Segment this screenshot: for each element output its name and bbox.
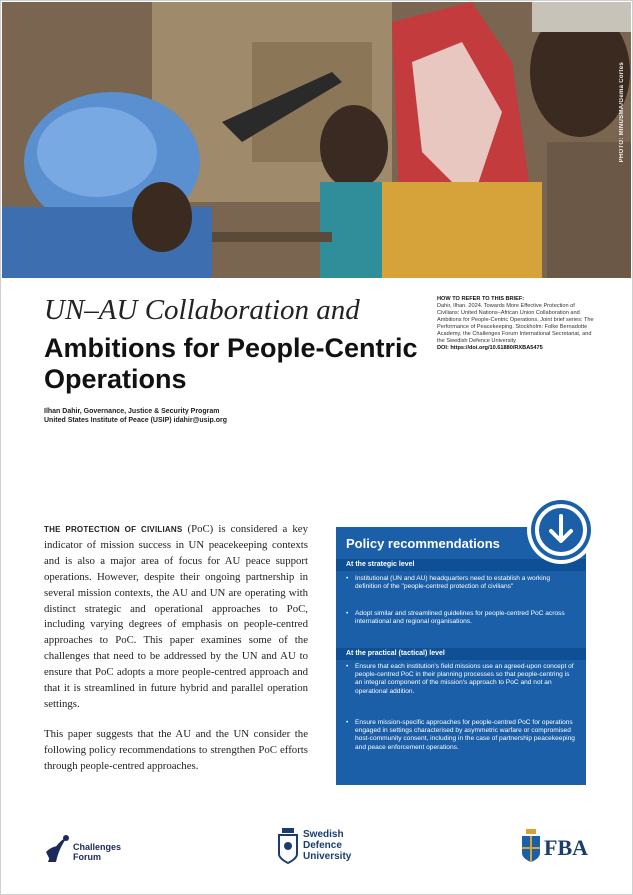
citation-doi[interactable]: DOI: https://doi.org/10.61880/RXBA5475 [437,345,543,351]
practical-item-1 [346,663,576,696]
fba-logo-text: FBA [544,835,588,860]
author-line-2: United States Institute of Peace (USIP) idahir@usip.org [44,417,228,424]
strategic-item-2-text: Adopt similar and streamlined guidelines for people-centred PoC across international and regional organisations. [355,610,565,626]
challenges-forum-logo-text [73,842,121,862]
policy-recommendations-box [336,527,586,785]
sdu-line-2: Defence [303,840,342,851]
citation-block [437,296,597,352]
practical-item-1-text: Ensure that each institution's field missions use an agreed-upon concept of people-centred PoC in their planning processes so that people-centring is an integral component of the mission's approach to PoC and not an operational addition. [355,663,574,695]
sdu-line-1: Swedish [303,829,344,840]
intro-text: (PoC) is considered a key indicator of mission success in UN peacekeeping contexts and is also a major area of focus for AU peace support operations. However, despite their ongoing partnership in several mission contexts, the AU and UN are operating with distinct strategic and operational approaches to PoC, including varying degrees of emphasis on people-centred approaches to PoC. This paper examines some of the challenges that need to be addressed by the UN and AU to ensure that PoC adopts a more people-centred approach and that it is streamlined in future hybrid and parallel operation settings. [44,523,308,710]
strategic-item-1-text: Institutional (UN and AU) headquarters need to establish a working definition of the "people-centred protection of civilians" [355,575,550,591]
strategic-heading: At the strategic level [346,561,415,568]
strategic-heading-bar [336,559,586,571]
practical-item-2-text: Ensure mission-specific approaches for people-centred PoC for operations engaged in settings characterised by asymmetric warfare or compromised host-community consent, including in the case of partnership peacekeeping and peace enforcement operations. [355,719,575,751]
bullet: • [346,719,349,726]
bullet: • [346,663,349,670]
author-block [44,407,227,425]
bullet: • [346,575,349,582]
arrow-down-icon [531,500,591,560]
title-line-2: Ambitions for People-Centric Operations [44,333,418,394]
practical-heading: At the practical (tactical) level [346,650,445,657]
challenges-forum-line-1: Challenges [73,842,122,852]
summary-paragraph: This paper suggests that the AU and the UN consider the following policy recommendations to strengthen PoC efforts through people-centred approaches. [44,727,308,772]
policy-title: Policy recommendations [346,536,500,551]
sdu-logo-text [303,829,351,862]
challenges-forum-logo-icon [44,832,72,871]
fba-crest-icon [521,829,541,868]
strategic-item-1 [346,575,576,591]
challenges-forum-line-2: Forum [73,852,101,862]
practical-item-2 [346,719,576,752]
practical-heading-bar [336,648,586,660]
hero-photo [2,2,631,278]
citation-text: Dahir, Ilhan. 2024. Towards More Effective Protection of Civilians: United Nations–African Union Collaboration and Ambitions for People-Centric Operations. Joint brief series: The Performance of Peacekeeping. Stockholm: Folke Bernadotte Academy, the Challenges Forum International Secretariat, and the Swedish Defence University [437,303,594,344]
body-text [44,522,308,789]
intro-paragraph [44,522,308,713]
strategic-item-2 [346,610,576,626]
bullet: • [346,610,349,617]
sdu-crest-icon [278,828,298,869]
citation-heading: HOW TO REFER TO THIS BRIEF: [437,296,525,302]
title-line-1: UN–AU Collaboration and [44,294,360,326]
hero-photo-illustration [2,2,631,278]
author-line-1: Ilhan Dahir, Governance, Justice & Security Program [44,408,220,415]
intro-lead: THE PROTECTION OF CIVILIANS [44,525,183,534]
photo-credit: PHOTO: MINUSMA/Gema Cortes [619,62,625,163]
sdu-line-3: University [303,851,352,862]
